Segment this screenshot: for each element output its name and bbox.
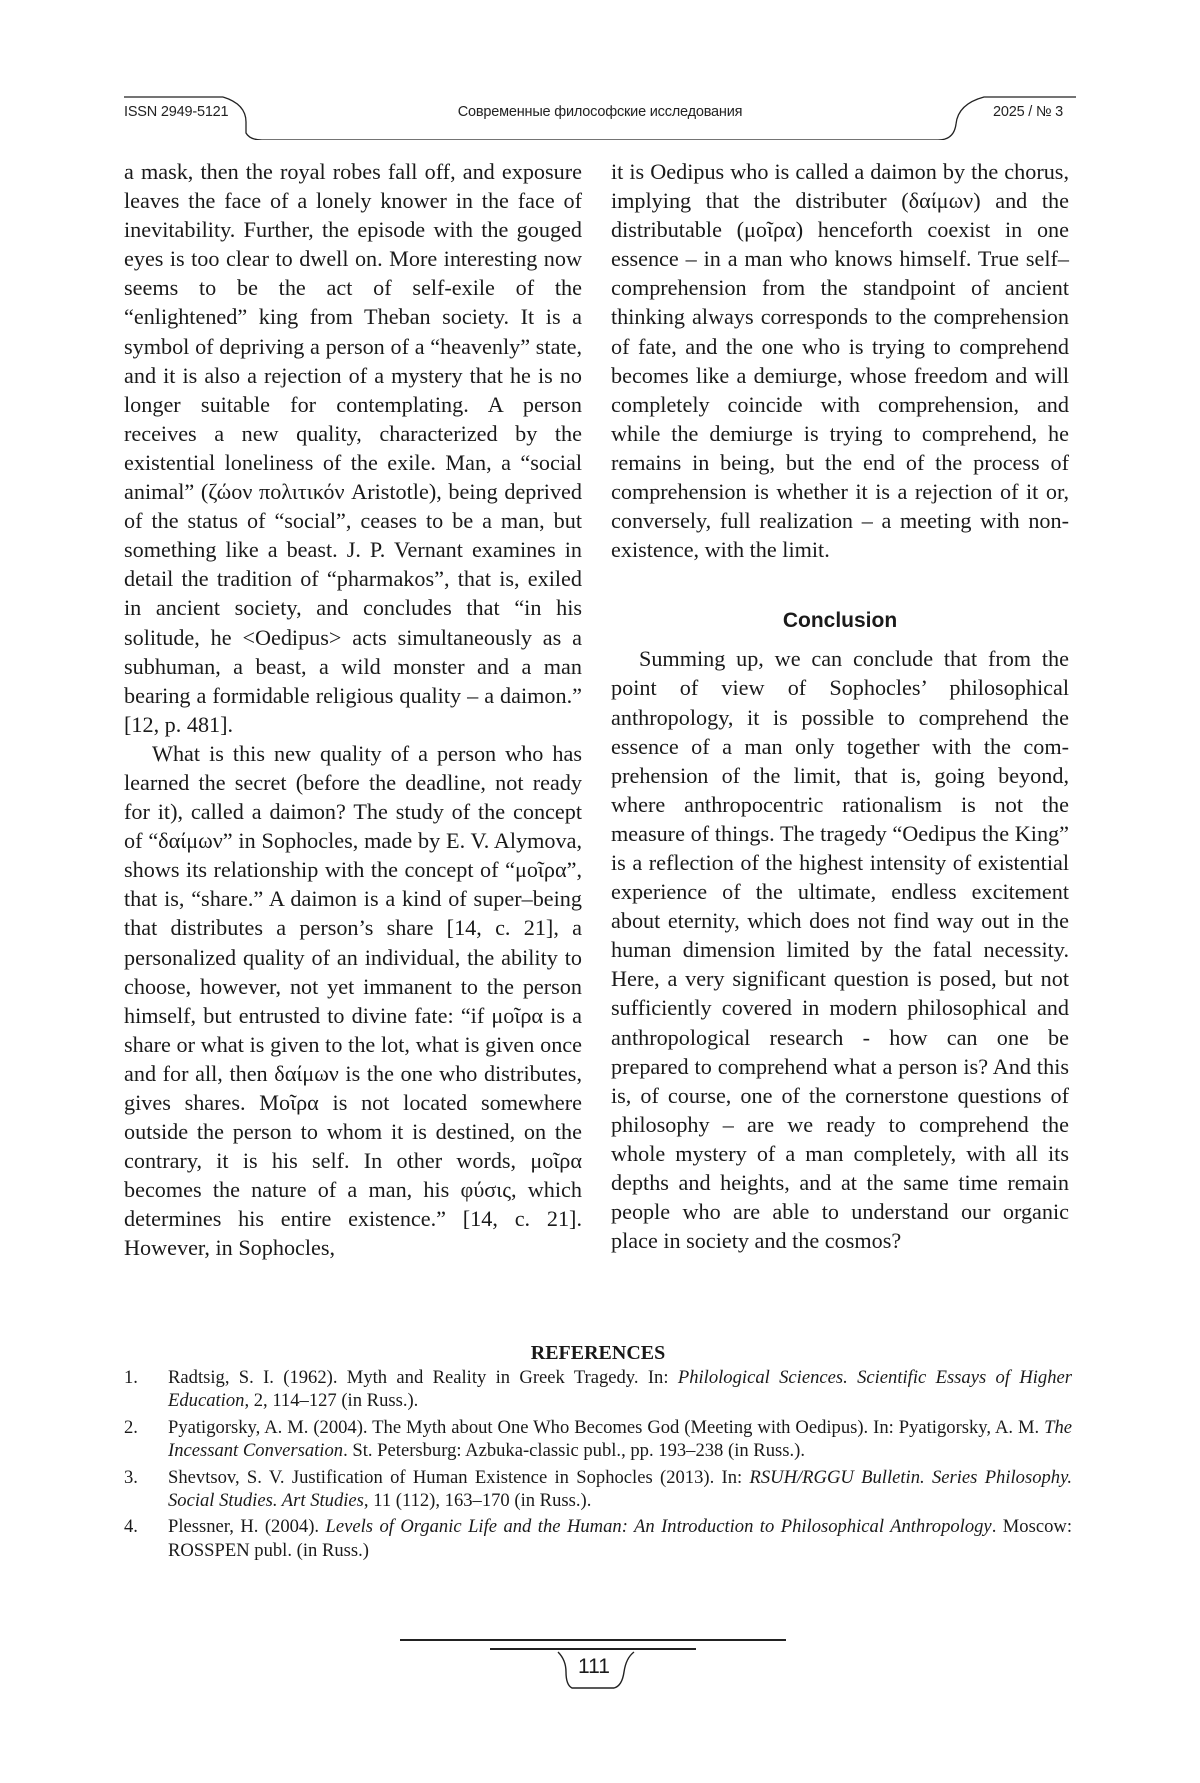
references-heading: REFERENCES	[530, 1342, 666, 1364]
reference-text: Shevtsov, S. V. Justification of Human Existence in Sophocles (2013). In: RSUH/RGGU Bulletin. Series Philosophy. Social Studies. Art Studies, 11 (112), 163–170 (in Russ.).	[168, 1466, 1072, 1512]
section-heading-conclusion: Conclusion	[782, 609, 898, 633]
reference-item	[124, 1416, 1072, 1463]
journal-issn: ISSN 2949-5121	[124, 104, 229, 120]
right-column	[611, 157, 1069, 1255]
reference-item	[124, 1466, 1072, 1513]
journal-title: Современные философские исследования	[457, 104, 743, 120]
body-paragraph: it is Oedipus who is called a daimon by the chorus, implying that the distributer (δαίμων) and the distributable (μοῖρα) henceforth coexist in one essence – in a man who knows himself. True self–comprehension from the standpoint of ancient thinking always corresponds to the comprehension of fate, and the one who is trying to comprehend becomes like a demiurge, whose freedom and will completely coincide with comprehension, and while the demiurge is trying to comprehend, he remains in being, but the end of the process of comprehension is whether it is a rejection of it or, conversely, full realization – a meeting with non-existence, with the limit.	[611, 159, 1069, 563]
page-number: 111	[578, 1655, 610, 1678]
reference-text: Plessner, H. (2004). Levels of Organic Life and the Human: An Introduction to Philosophical Anthropology. Moscow: ROSSPEN publ. (in Russ.)	[168, 1516, 1072, 1561]
reference-item	[124, 1366, 1072, 1413]
reference-number: 1.	[124, 1367, 138, 1388]
reference-item	[124, 1515, 1072, 1562]
references-section	[124, 1340, 1072, 1565]
reference-text: Radtsig, S. I. (1962). Myth and Reality in Greek Tragedy. In: Philological Sciences. Scientific Essays of Higher Education, 2, 114–127 (in Russ.).	[168, 1367, 1072, 1412]
reference-number: 2.	[124, 1416, 138, 1438]
body-paragraph: What is this new quality of a person who has learned the secret (before the deadline, not ready for it), called a daimon? The study of the concept of “δαίμων” in Sophocles, made by E. V. Alymova, shows its relationship with the concept of “μοῖρα”, that is, “share.” A daimon is a kind of super–being that distributes a person’s share [14, c. 21], a personalized quality of an individual, the ability to choose, however, not yet immanent to the person himself, but entrusted to divine fate: “if μοῖρα is a share or what is given to the lot, what is given once and for all, then δαίμων is the one who distributes, gives shares. Μοῖρα is not located somewhere outside the person to whom it is destined, on the contrary, it is his self. In other words, μοῖρα becomes the nature of a man, his φύσις, which determines his entire existence.” [14, c. 21]. However, in Sophocles,	[124, 740, 582, 1261]
body-paragraph: a mask, then the royal robes fall off, and exposure leaves the face of a lonely knower in the face of inevitability. Further, the episode with the gouged eyes is too clear to dwell on. More interesting now seems to be the act of self-exile of the “enlightened” king from Theban society. It is a symbol of depriving a person of a “heavenly” state, and it is also a rejection of a mystery that he is no longer suitable for contemplating. A person receives a new quality, characterized by the existential loneliness of the exile. Man, a “social animal” (ζώον πολιτικόν Aristotle), being deprived of the status of “social”, ceases to be a man, but something like a beast. J. P. Vernant examines in detail the tradition of “pharmakos”, that is, exiled in ancient society, and concludes that “in his solitude, he <Oedipus> acts simultaneously as a subhuman, a beast, a wild monster and a man bearing a formidable religious quality – a daimon.” [12, p. 481].	[124, 159, 582, 737]
reference-number: 3.	[124, 1466, 138, 1488]
body-paragraph: Summing up, we can conclude that from the point of view of Sophocles’ philosophical anthropology, it is possible to comprehend the essence of a man only together with the comprehension of the limit, that is, going beyond, where anthropocentric rationalism is not the measure of things. The tragedy “Oedipus the King” is a reflection of the highest intensity of existential experience of the ultimate, endless excitement about eternity, which does not find way out in the human dimension limited by the fatal necessity. Here, a very significant question is posed, but not sufficiently covered in modern philosophical and anthropological research - how can one be prepared to comprehend what a person is? And this is, of course, one of the cornerstone questions of philosophy – are we ready to comprehend the whole mystery of a man completely, with all its depths and heights, and at the same time remain people who are able to understand our organic place in society and the cosmos?	[611, 646, 1069, 1254]
footer-rule-short	[490, 1648, 696, 1650]
footer-rule	[400, 1639, 786, 1641]
reference-text: Pyatigorsky, A. M. (2004). The Myth about One Who Becomes God (Meeting with Oedipus). In: Pyatigorsky, A. M. The Incessant Conversation. St. Petersburg: Azbuka-classic publ., pp. 193–238 (in Russ.).	[168, 1416, 1072, 1462]
reference-number: 4.	[124, 1516, 138, 1538]
left-column	[124, 157, 582, 1263]
journal-issue: 2025 / № 3	[993, 104, 1063, 120]
